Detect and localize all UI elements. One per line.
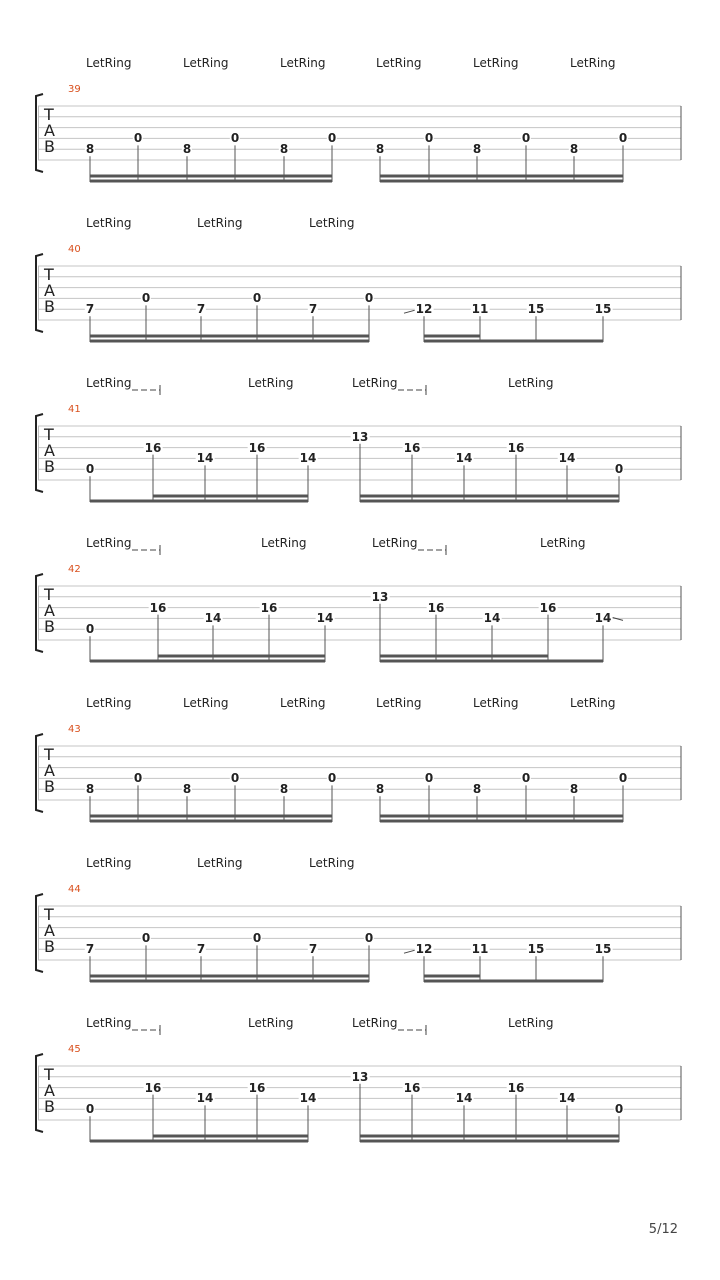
let-ring-label: LetRing — [280, 696, 326, 710]
fret-number: 0 — [85, 1102, 95, 1117]
fret-number: 13 — [351, 1069, 369, 1084]
fret-number: 8 — [569, 142, 579, 157]
fret-number: 16 — [248, 1080, 266, 1095]
fret-number: 8 — [182, 782, 192, 797]
let-ring-label: LetRing — [183, 696, 229, 710]
let-ring-label: LetRing — [86, 856, 132, 870]
let-ring-label: LetRing — [197, 856, 243, 870]
tab-clef-letter: B — [44, 617, 55, 636]
fret-number: 8 — [375, 142, 385, 157]
fret-number: 16 — [260, 600, 278, 615]
fret-number: 0 — [230, 131, 240, 146]
fret-number: 16 — [403, 440, 421, 455]
tab-clef-letter: A — [44, 441, 55, 460]
fret-number: 15 — [594, 942, 612, 957]
fret-number: 13 — [371, 589, 389, 604]
fret-number: 0 — [614, 462, 624, 477]
let-ring-label: LetRing — [86, 56, 132, 70]
fret-number: 16 — [144, 440, 162, 455]
tab-clef-letter: T — [44, 425, 54, 444]
fret-number: 7 — [308, 942, 318, 957]
let-ring-label: LetRing — [376, 696, 422, 710]
fret-number: 14 — [483, 611, 501, 626]
let-ring-label: LetRing — [248, 1016, 294, 1030]
fret-number: 14 — [558, 1091, 576, 1106]
fret-number: 16 — [427, 600, 445, 615]
fret-number: 0 — [618, 131, 628, 146]
let-ring-label: LetRing — [309, 856, 355, 870]
tab-clef-letter: A — [44, 601, 55, 620]
fret-number: 0 — [133, 771, 143, 786]
fret-number: 7 — [85, 942, 95, 957]
let-ring-label: LetRing — [86, 696, 132, 710]
measure-number: 45 — [68, 1044, 81, 1055]
fret-number: 12 — [415, 302, 433, 317]
let-ring-label: LetRing — [86, 216, 132, 230]
fret-number: 11 — [471, 942, 489, 957]
fret-number: 8 — [279, 142, 289, 157]
tab-clef-letter: A — [44, 1081, 55, 1100]
tab-clef-letter: T — [44, 105, 54, 124]
fret-number: 15 — [527, 302, 545, 317]
fret-number: 16 — [507, 440, 525, 455]
let-ring-label: LetRing — [86, 1016, 132, 1030]
fret-number: 7 — [196, 302, 206, 317]
fret-number: 0 — [618, 771, 628, 786]
fret-number: 13 — [351, 429, 369, 444]
fret-number: 14 — [196, 451, 214, 466]
fret-number: 7 — [85, 302, 95, 317]
fret-number: 8 — [85, 142, 95, 157]
let-ring-label: LetRing — [352, 1016, 398, 1030]
fret-number: 0 — [252, 931, 262, 946]
fret-number: 0 — [252, 291, 262, 306]
fret-number: 14 — [299, 451, 317, 466]
let-ring-label: LetRing — [86, 536, 132, 550]
fret-number: 14 — [316, 611, 334, 626]
measure-number: 40 — [68, 244, 81, 255]
fret-number: 16 — [248, 440, 266, 455]
fret-number: 14 — [455, 451, 473, 466]
tab-clef-letter: A — [44, 761, 55, 780]
fret-number: 16 — [144, 1080, 162, 1095]
fret-number: 8 — [279, 782, 289, 797]
measure-number: 43 — [68, 724, 81, 735]
measure-number: 42 — [68, 564, 81, 575]
fret-number: 0 — [364, 291, 374, 306]
let-ring-label: LetRing — [309, 216, 355, 230]
let-ring-label: LetRing — [570, 56, 616, 70]
tab-clef-letter: A — [44, 281, 55, 300]
let-ring-label: LetRing — [183, 56, 229, 70]
let-ring-label: LetRing — [473, 56, 519, 70]
let-ring-label: LetRing — [352, 376, 398, 390]
fret-number: 15 — [527, 942, 545, 957]
measure-number: 41 — [68, 404, 81, 415]
fret-number: 0 — [327, 131, 337, 146]
tab-clef-letter: B — [44, 937, 55, 956]
let-ring-label: LetRing — [197, 216, 243, 230]
tab-clef-letter: T — [44, 265, 54, 284]
fret-number: 0 — [85, 462, 95, 477]
slide-in-mark — [404, 950, 415, 953]
fret-number: 14 — [299, 1091, 317, 1106]
slide-in-mark — [404, 310, 415, 313]
tab-clef-letter: B — [44, 137, 55, 156]
let-ring-label: LetRing — [86, 376, 132, 390]
let-ring-label: LetRing — [540, 536, 586, 550]
tab-clef-letter: B — [44, 1097, 55, 1116]
fret-number: 14 — [558, 451, 576, 466]
fret-number: 8 — [375, 782, 385, 797]
fret-number: 7 — [308, 302, 318, 317]
fret-number: 0 — [141, 931, 151, 946]
fret-number: 12 — [415, 942, 433, 957]
let-ring-label: LetRing — [376, 56, 422, 70]
fret-number: 8 — [85, 782, 95, 797]
fret-number: 0 — [364, 931, 374, 946]
fret-number: 8 — [569, 782, 579, 797]
let-ring-label: LetRing — [508, 1016, 554, 1030]
fret-number: 0 — [141, 291, 151, 306]
fret-number: 14 — [196, 1091, 214, 1106]
tab-clef-letter: T — [44, 905, 54, 924]
fret-number: 0 — [424, 771, 434, 786]
tab-clef-letter: T — [44, 1065, 54, 1084]
measure-number: 39 — [68, 84, 81, 95]
fret-number: 8 — [472, 782, 482, 797]
let-ring-label: LetRing — [248, 376, 294, 390]
fret-number: 16 — [539, 600, 557, 615]
fret-number: 0 — [521, 131, 531, 146]
tab-clef-letter: B — [44, 297, 55, 316]
tab-clef-letter: T — [44, 745, 54, 764]
fret-number: 16 — [149, 600, 167, 615]
fret-number: 15 — [594, 302, 612, 317]
fret-number: 8 — [182, 142, 192, 157]
fret-number: 14 — [455, 1091, 473, 1106]
measure-number: 44 — [68, 884, 81, 895]
fret-number: 0 — [133, 131, 143, 146]
tab-clef-letter: A — [44, 121, 55, 140]
let-ring-label: LetRing — [280, 56, 326, 70]
let-ring-label: LetRing — [372, 536, 418, 550]
page-number: 5/12 — [648, 1222, 678, 1237]
fret-number: 16 — [507, 1080, 525, 1095]
tab-clef-letter: A — [44, 921, 55, 940]
tab-clef-letter: B — [44, 457, 55, 476]
fret-number: 0 — [85, 622, 95, 637]
tab-clef-letter: B — [44, 777, 55, 796]
fret-number: 0 — [424, 131, 434, 146]
tab-clef-letter: T — [44, 585, 54, 604]
let-ring-label: LetRing — [570, 696, 616, 710]
fret-number: 7 — [196, 942, 206, 957]
fret-number: 14 — [594, 611, 612, 626]
fret-number: 14 — [204, 611, 222, 626]
fret-number: 0 — [327, 771, 337, 786]
fret-number: 0 — [614, 1102, 624, 1117]
fret-number: 0 — [521, 771, 531, 786]
fret-number: 8 — [472, 142, 482, 157]
let-ring-label: LetRing — [261, 536, 307, 550]
fret-number: 0 — [230, 771, 240, 786]
fret-number: 11 — [471, 302, 489, 317]
let-ring-label: LetRing — [508, 376, 554, 390]
fret-number: 16 — [403, 1080, 421, 1095]
let-ring-label: LetRing — [473, 696, 519, 710]
